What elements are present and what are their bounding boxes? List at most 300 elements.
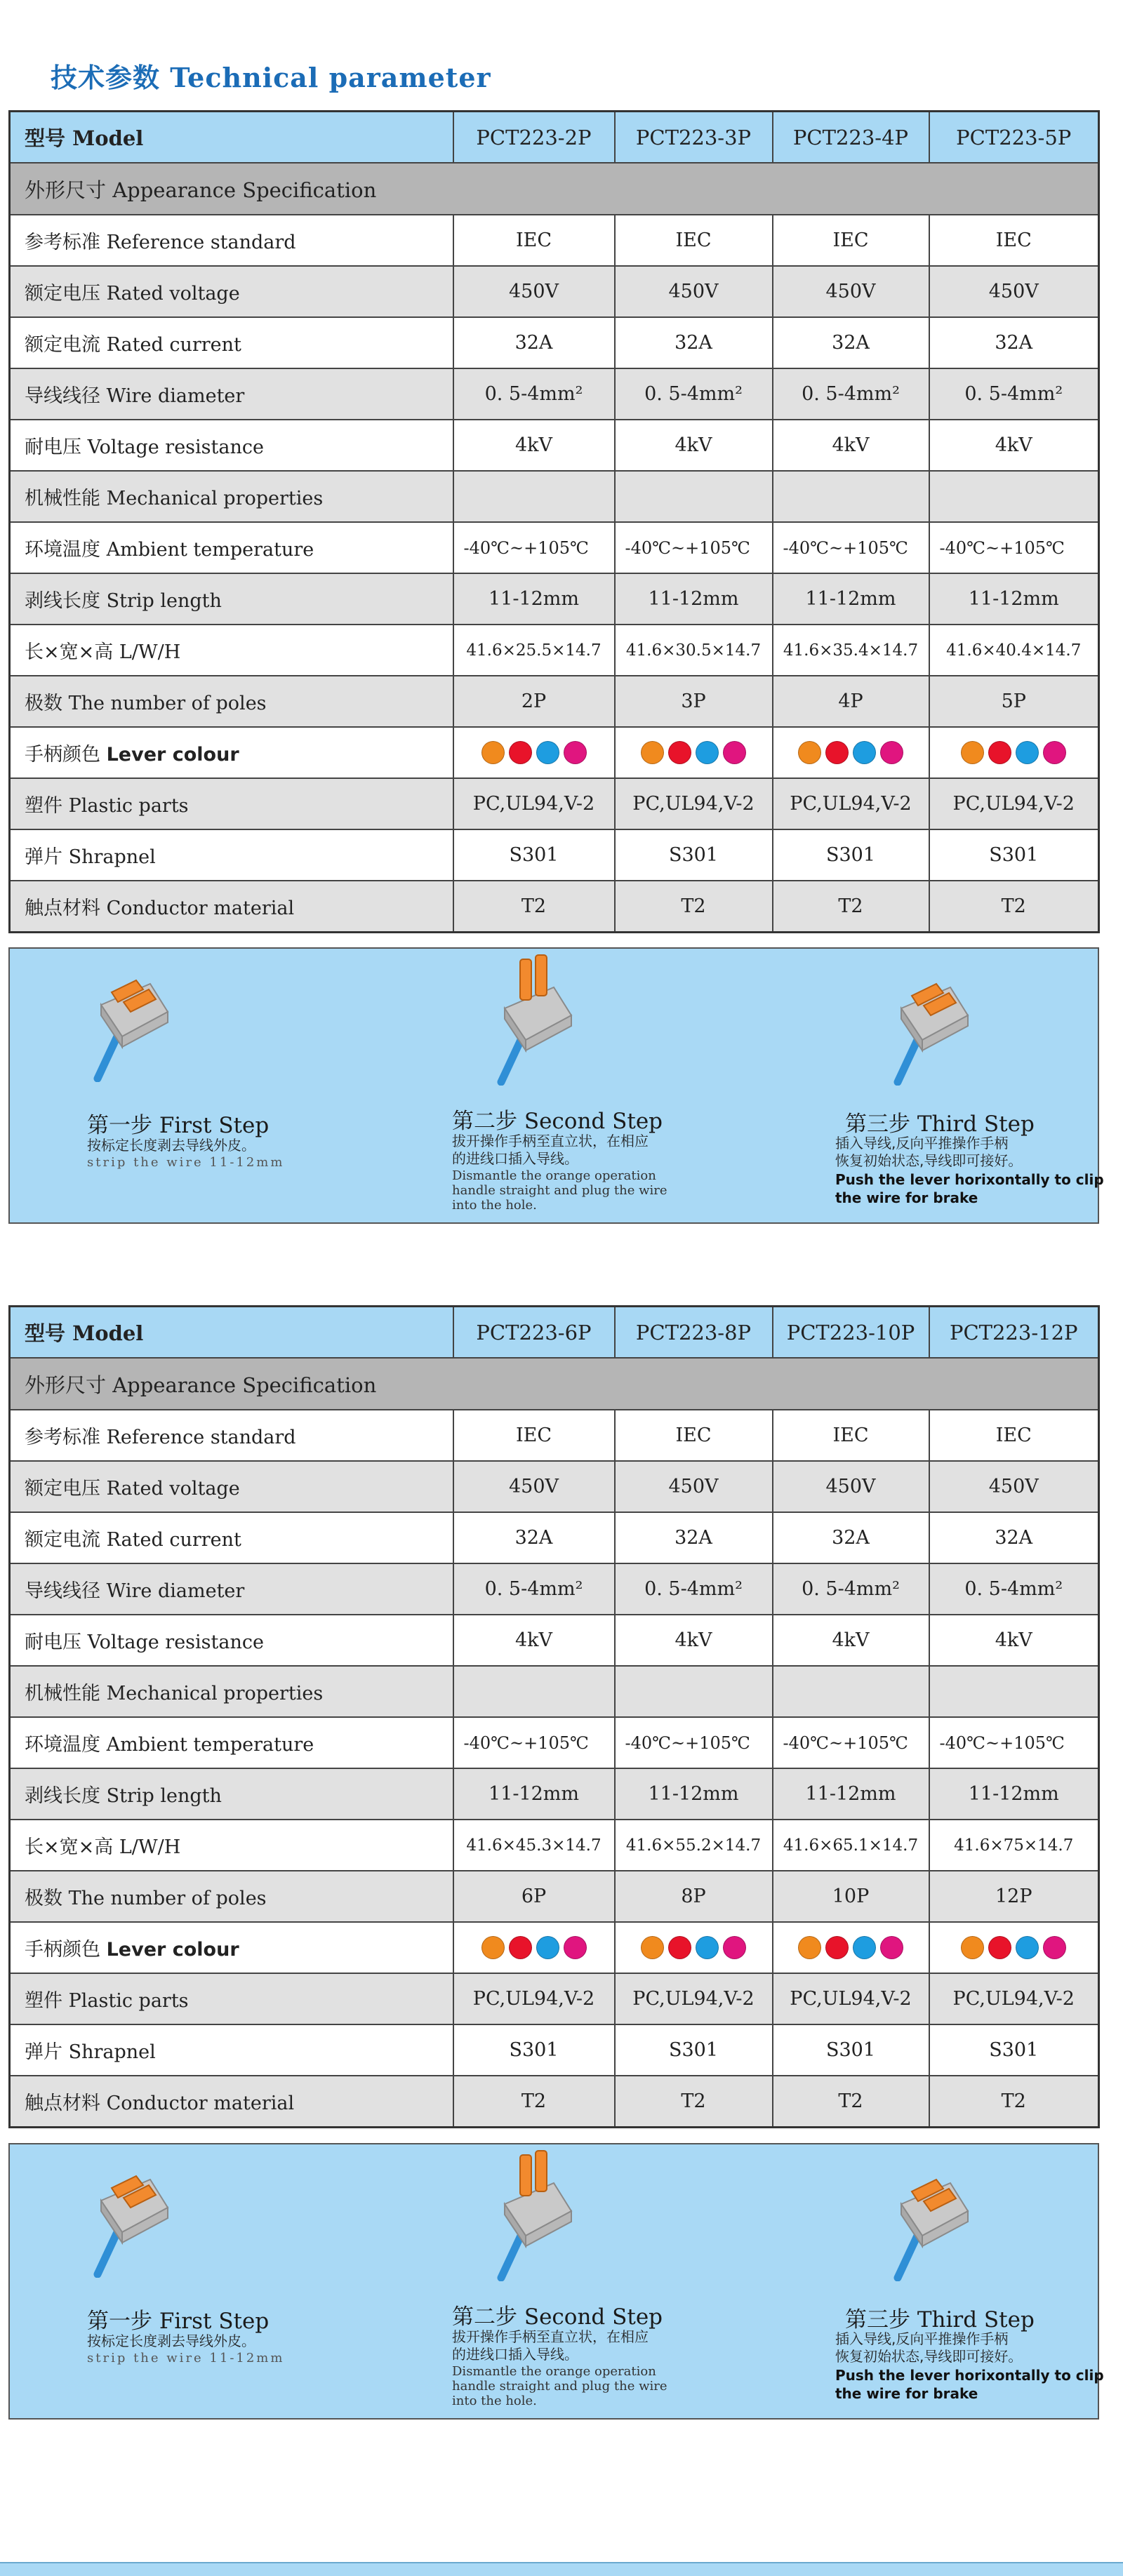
step-2-title: 第二步 Second Step	[452, 1109, 663, 1134]
spec-value-text: PC,UL94,V-2	[632, 1988, 755, 2010]
spec-value	[615, 522, 773, 573]
spec-value	[453, 2076, 615, 2128]
spec-value-text: 41.6×35.4×14.7	[783, 641, 919, 660]
spec-value-text: T2	[1001, 895, 1026, 917]
label-en: The number of poles	[68, 1888, 267, 1909]
label-en: Conductor material	[106, 897, 295, 919]
label-cn: 剥线长度	[25, 590, 100, 612]
spec-value-text: 41.6×25.5×14.7	[466, 641, 602, 660]
spec-value	[773, 1666, 929, 1717]
spec-value-text: 4kV	[832, 1629, 870, 1651]
spec-value	[453, 1922, 615, 1973]
spec-value-text: IEC	[995, 1424, 1032, 1446]
spec-value-text: IEC	[675, 1424, 712, 1446]
spec-value-text: 32A	[832, 1527, 870, 1549]
spec-value	[615, 1820, 773, 1871]
model-header-label	[10, 1307, 453, 1359]
model-header-label	[10, 112, 453, 163]
spec-value	[929, 881, 1099, 933]
spec-value-text: 41.6×40.4×14.7	[946, 641, 1082, 660]
colour-swatch-icon	[509, 741, 532, 764]
spec-value-text: 0. 5-4mm²	[484, 1578, 583, 1600]
spec-value-text: S301	[509, 844, 559, 866]
spec-value-text: 32A	[675, 332, 712, 354]
spec-value	[615, 1461, 773, 1512]
colour-swatch-icon	[1016, 1936, 1039, 1959]
spec-value-text: -40℃~+105℃	[939, 538, 1065, 558]
spec-value	[453, 471, 615, 522]
step-1-cn: 按标定长度剥去导线外皮。	[87, 2333, 255, 2349]
colour-swatch-icon	[1043, 1936, 1066, 1959]
spec-value	[615, 778, 773, 829]
spec-row	[10, 1820, 1099, 1871]
spec-row	[10, 829, 1099, 881]
spec-value	[929, 676, 1099, 727]
label-en: Mechanical properties	[106, 488, 324, 509]
label-cn: 手柄颜色	[25, 744, 100, 766]
lever-colour-swatches	[641, 1936, 746, 1959]
spec-value	[773, 471, 929, 522]
spec-value	[615, 368, 773, 420]
spec-row	[10, 1666, 1099, 1717]
step-3-en: the wire for brake	[835, 1189, 978, 1206]
step-2	[477, 952, 582, 1086]
spec-table-2	[8, 1305, 1100, 2128]
label-cn: 额定电压	[25, 1478, 100, 1500]
page-title: 技术参数 Technical parameter	[51, 62, 491, 93]
label-cn: 弹片	[25, 2041, 62, 2063]
spec-value-text: IEC	[515, 1424, 552, 1446]
step-2-en: handle straight and plug the wire	[452, 1183, 667, 1198]
spec-row-label	[10, 1871, 453, 1922]
colour-swatch-icon	[641, 1936, 664, 1959]
spec-value	[615, 2076, 773, 2128]
spec-value-text: 4kV	[832, 434, 870, 456]
spec-row	[10, 778, 1099, 829]
spec-value	[453, 573, 615, 625]
label-cn: 导线线径	[25, 385, 100, 407]
spec-value-text: PC,UL94,V-2	[790, 793, 912, 815]
label-en: Lever colour	[106, 1939, 239, 1961]
spec-value-text: PC,UL94,V-2	[472, 1988, 595, 2010]
label-cn: 导线线径	[25, 1580, 100, 1602]
spec-value-text: 32A	[514, 1527, 553, 1549]
spec-value	[929, 368, 1099, 420]
spec-value	[929, 778, 1099, 829]
spec-row	[10, 522, 1099, 573]
spec-value-text: 0. 5-4mm²	[964, 1578, 1063, 1600]
spec-value	[929, 215, 1099, 266]
spec-row-label	[10, 1512, 453, 1563]
step-3	[873, 952, 978, 1086]
spec-value	[453, 1512, 615, 1563]
label-en: Mechanical properties	[106, 1683, 324, 1704]
appearance-section-label	[10, 1358, 1099, 1410]
spec-row-label	[10, 368, 453, 420]
spec-row	[10, 1615, 1099, 1666]
spec-value-text: 4kV	[675, 434, 712, 456]
spec-value	[773, 727, 929, 778]
colour-swatch-icon	[536, 741, 559, 764]
spec-value-text: S301	[989, 844, 1039, 866]
label-cn: 长×宽×高	[25, 641, 114, 663]
spec-value-text: IEC	[832, 1424, 869, 1446]
spec-value-text: PC,UL94,V-2	[952, 793, 1075, 815]
spec-value-text: 4kV	[675, 1629, 712, 1651]
step-1	[73, 2144, 178, 2278]
step-1-cn: 按标定长度剥去导线外皮。	[87, 1137, 255, 1154]
spec-value-text: 32A	[995, 1527, 1033, 1549]
spec-value	[453, 1666, 615, 1717]
spec-row-label	[10, 1820, 453, 1871]
spec-row	[10, 1973, 1099, 2024]
spec-value	[773, 368, 929, 420]
colour-swatch-icon	[798, 1936, 821, 1959]
spec-value	[773, 1922, 929, 1973]
colour-swatch-icon	[723, 1936, 746, 1959]
spec-row	[10, 1768, 1099, 1820]
spec-value-text: 32A	[675, 1527, 712, 1549]
label-en: Plastic parts	[68, 795, 189, 817]
spec-row-label	[10, 266, 453, 317]
spec-value-text: IEC	[675, 229, 712, 251]
spec-row-label	[10, 1563, 453, 1615]
spec-value-text: 8P	[681, 1886, 706, 1907]
model-name: PCT223-2P	[453, 112, 615, 163]
label-en: Shrapnel	[68, 846, 156, 868]
label-cn: 环境温度	[25, 1734, 100, 1756]
label-cn: 型号	[25, 126, 66, 150]
spec-value-text: PC,UL94,V-2	[472, 793, 595, 815]
lever-colour-swatches	[481, 1936, 587, 1959]
label-cn: 触点材料	[25, 2093, 100, 2114]
spec-row	[10, 420, 1099, 471]
spec-value	[453, 1563, 615, 1615]
step-2-title: 第二步 Second Step	[452, 2304, 663, 2330]
spec-value	[615, 420, 773, 471]
spec-value	[929, 1410, 1099, 1461]
model-name: PCT223-8P	[615, 1307, 773, 1359]
label-cn: 手柄颜色	[25, 1939, 100, 1961]
spec-row	[10, 471, 1099, 522]
step-2-cn: 拔开操作手柄至直立状，在相应	[452, 2328, 649, 2345]
label-cn: 额定电压	[25, 283, 100, 305]
step-3-cn: 插入导线,反向平推操作手柄	[835, 1135, 1009, 1152]
spec-value	[773, 625, 929, 676]
spec-value	[773, 420, 929, 471]
spec-value-text: 41.6×55.2×14.7	[625, 1836, 762, 1855]
spec-value	[615, 1768, 773, 1820]
spec-value	[773, 215, 929, 266]
spec-row	[10, 727, 1099, 778]
spec-value	[453, 1717, 615, 1768]
label-en: Model	[72, 126, 144, 150]
spec-value	[453, 625, 615, 676]
spec-value-text: 11-12mm	[805, 588, 896, 610]
label-en: Rated current	[106, 1529, 241, 1551]
colour-swatch-icon	[668, 1936, 691, 1959]
spec-value	[929, 1615, 1099, 1666]
spec-value	[615, 1512, 773, 1563]
spec-row	[10, 215, 1099, 266]
label-cn: 塑件	[25, 1990, 62, 2012]
step-1-title: 第一步 First Step	[87, 2309, 270, 2334]
spec-value-text: IEC	[995, 229, 1032, 251]
spec-row-label	[10, 1768, 453, 1820]
step-3-title: 第三步 Third Step	[845, 1112, 1035, 1137]
spec-value-text: -40℃~+105℃	[939, 1733, 1065, 1753]
model-header-row	[10, 112, 1099, 163]
colour-swatch-icon	[696, 1936, 719, 1959]
colour-swatch-icon	[988, 1936, 1011, 1959]
step-3-cn: 插入导线,反向平推操作手柄	[835, 2330, 1009, 2347]
colour-swatch-icon	[880, 741, 903, 764]
spec-value	[615, 2024, 773, 2076]
label-en: Strip length	[106, 1785, 222, 1807]
step-3	[873, 2148, 978, 2281]
spec-value-text: 11-12mm	[968, 1783, 1059, 1805]
spec-value-text: 4kV	[995, 434, 1032, 456]
model-name: PCT223-5P	[929, 112, 1099, 163]
spec-value-text: S301	[668, 844, 719, 866]
label-en: Reference standard	[106, 1427, 296, 1448]
label-en: The number of poles	[68, 693, 267, 714]
spec-value	[773, 1512, 929, 1563]
label-en: Lever colour	[106, 744, 239, 766]
label-en: Conductor material	[106, 2093, 295, 2114]
spec-value-text: 11-12mm	[488, 1783, 580, 1805]
connector-illustration-icon	[477, 2148, 582, 2281]
spec-value	[773, 1717, 929, 1768]
spec-value	[453, 881, 615, 933]
spec-value-text: T2	[838, 2090, 863, 2112]
label-cn: 弹片	[25, 846, 62, 868]
spec-value	[773, 881, 929, 933]
label-cn: 机械性能	[25, 1683, 100, 1704]
spec-value	[453, 1615, 615, 1666]
step-2-en: Dismantle the orange operation	[452, 1168, 656, 1183]
spec-value-text: T2	[681, 895, 706, 917]
label-en: Plastic parts	[68, 1990, 189, 2012]
spec-value-text: 450V	[668, 281, 719, 302]
lever-colour-swatches	[798, 1936, 903, 1959]
label-en: Wire diameter	[106, 385, 245, 407]
spec-value-text: 11-12mm	[648, 1783, 739, 1805]
label-cn: 参考标准	[25, 1427, 100, 1448]
spec-value	[773, 1410, 929, 1461]
spec-row-label	[10, 573, 453, 625]
spec-value	[615, 829, 773, 881]
spec-value	[773, 1973, 929, 2024]
lever-colour-swatches	[798, 741, 903, 764]
spec-value	[773, 1820, 929, 1871]
step-2-en: Dismantle the orange operation	[452, 2364, 656, 2379]
spec-value	[929, 1922, 1099, 1973]
spec-row	[10, 676, 1099, 727]
spec-row-label	[10, 317, 453, 368]
spec-value	[615, 1922, 773, 1973]
connector-illustration-icon	[873, 2148, 978, 2281]
spec-value-text: PC,UL94,V-2	[952, 1988, 1075, 2010]
spec-value-text: 450V	[988, 1476, 1039, 1497]
spec-value-text: 450V	[988, 281, 1039, 302]
spec-value	[929, 1461, 1099, 1512]
label-cn: 耐电压	[25, 436, 81, 458]
spec-row-label	[10, 778, 453, 829]
connector-illustration-icon	[873, 952, 978, 1086]
spec-value	[615, 1973, 773, 2024]
spec-value	[453, 1461, 615, 1512]
spec-value-text: -40℃~+105℃	[783, 1733, 908, 1753]
lever-colour-swatches	[961, 741, 1066, 764]
spec-value-text: 11-12mm	[648, 588, 739, 610]
label-en: Ambient temperature	[106, 1734, 314, 1756]
lever-colour-swatches	[641, 741, 746, 764]
model-header-row	[10, 1307, 1099, 1359]
spec-value-text: 12P	[995, 1886, 1032, 1907]
spec-value-text: 450V	[508, 1476, 559, 1497]
spec-value-text: 0. 5-4mm²	[802, 1578, 900, 1600]
label-cn: 型号	[25, 1321, 66, 1345]
colour-swatch-icon	[1043, 741, 1066, 764]
step-2-en: into the hole.	[452, 1198, 537, 1213]
spec-row-label	[10, 2024, 453, 2076]
spec-value	[615, 1666, 773, 1717]
spec-value-text: 0. 5-4mm²	[964, 383, 1063, 405]
spec-row-label	[10, 1461, 453, 1512]
spec-value	[615, 266, 773, 317]
label-en: Rated voltage	[106, 283, 240, 305]
spec-value	[929, 1666, 1099, 1717]
model-name: PCT223-12P	[929, 1307, 1099, 1359]
label-cn: 额定电流	[25, 1529, 100, 1551]
label-cn: 外形尺寸	[25, 1373, 107, 1397]
label-en: Voltage resistance	[87, 436, 264, 458]
spec-value	[615, 317, 773, 368]
spec-value-text: PC,UL94,V-2	[790, 1988, 912, 2010]
spec-value	[453, 2024, 615, 2076]
spec-value-text: 4P	[838, 690, 863, 712]
step-2-en: handle straight and plug the wire	[452, 2379, 667, 2394]
spec-row-label	[10, 1717, 453, 1768]
label-cn: 外形尺寸	[25, 178, 107, 202]
spec-value	[773, 1871, 929, 1922]
spec-value-text: 11-12mm	[968, 588, 1059, 610]
spec-value-text: -40℃~+105℃	[463, 538, 589, 558]
spec-row	[10, 1410, 1099, 1461]
spec-value-text: IEC	[832, 229, 869, 251]
label-cn: 环境温度	[25, 539, 100, 561]
spec-value-text: 41.6×30.5×14.7	[625, 641, 762, 660]
label-cn: 参考标准	[25, 232, 100, 253]
model-name: PCT223-10P	[773, 1307, 929, 1359]
label-cn: 塑件	[25, 795, 62, 817]
spec-row-label	[10, 829, 453, 881]
spec-value	[453, 778, 615, 829]
spec-value-text: PC,UL94,V-2	[632, 793, 755, 815]
spec-value-text: 450V	[668, 1476, 719, 1497]
spec-value-text: 41.6×75×14.7	[954, 1836, 1074, 1855]
spec-value	[615, 215, 773, 266]
label-cn: 机械性能	[25, 488, 100, 509]
colour-swatch-icon	[853, 741, 876, 764]
spec-value-text: 4kV	[995, 1629, 1032, 1651]
colour-swatch-icon	[1016, 741, 1039, 764]
spec-value-text: -40℃~+105℃	[783, 538, 908, 558]
spec-value-text: 32A	[514, 332, 553, 354]
step-3-title: 第三步 Third Step	[845, 2307, 1035, 2333]
spec-row-label	[10, 471, 453, 522]
colour-swatch-icon	[641, 741, 664, 764]
colour-swatch-icon	[564, 1936, 587, 1959]
spec-value-text: 10P	[832, 1886, 870, 1907]
spec-row	[10, 317, 1099, 368]
label-en: Voltage resistance	[87, 1631, 264, 1653]
spec-value	[929, 1871, 1099, 1922]
label-cn: 额定电流	[25, 334, 100, 356]
spec-value-text: 5P	[1001, 690, 1026, 712]
colour-swatch-icon	[988, 741, 1011, 764]
label-en: Appearance Specification	[112, 178, 377, 202]
colour-swatch-icon	[723, 741, 746, 764]
label-en: L/W/H	[119, 1836, 181, 1858]
label-en: Model	[72, 1321, 144, 1345]
connector-illustration-icon	[477, 952, 582, 1086]
spec-row-label	[10, 881, 453, 933]
spec-value	[929, 1717, 1099, 1768]
step-2	[477, 2148, 582, 2281]
spec-value	[615, 1410, 773, 1461]
label-cn: 触点材料	[25, 897, 100, 919]
spec-value-text: 0. 5-4mm²	[484, 383, 583, 405]
label-cn: 极数	[25, 693, 62, 714]
step-1-en: strip the wire 11-12mm	[87, 2351, 285, 2365]
spec-value-text: 3P	[681, 690, 706, 712]
colour-swatch-icon	[961, 1936, 984, 1959]
label-en: Reference standard	[106, 232, 296, 253]
spec-value	[453, 1410, 615, 1461]
colour-swatch-icon	[668, 741, 691, 764]
spec-value-text: S301	[668, 2039, 719, 2061]
spec-value-text: S301	[825, 2039, 876, 2061]
spec-value	[615, 471, 773, 522]
spec-value	[929, 471, 1099, 522]
spec-row-label	[10, 522, 453, 573]
spec-value-text: IEC	[515, 229, 552, 251]
step-1	[73, 949, 178, 1082]
colour-swatch-icon	[564, 741, 587, 764]
spec-value	[929, 1973, 1099, 2024]
spec-value-text: -40℃~+105℃	[463, 1733, 589, 1753]
step-3-en: Push the lever horixontally to clip	[835, 2367, 1104, 2384]
lever-colour-swatches	[961, 1936, 1066, 1959]
step-3-cn: 恢复初始状态,导线即可接好。	[835, 2348, 1023, 2365]
spec-value-text: -40℃~+105℃	[625, 1733, 750, 1753]
label-en: Shrapnel	[68, 2041, 156, 2063]
appearance-section-row	[10, 163, 1099, 215]
connector-illustration-icon	[73, 949, 178, 1082]
spec-value-text: T2	[521, 895, 547, 917]
spec-row-label	[10, 1666, 453, 1717]
spec-value	[453, 829, 615, 881]
spec-row	[10, 2076, 1099, 2128]
spec-value-text: 41.6×65.1×14.7	[783, 1836, 919, 1855]
step-2-cn: 的进线口插入导线。	[452, 1150, 578, 1167]
spec-value	[929, 522, 1099, 573]
spec-value	[929, 727, 1099, 778]
colour-swatch-icon	[536, 1936, 559, 1959]
spec-value	[773, 317, 929, 368]
